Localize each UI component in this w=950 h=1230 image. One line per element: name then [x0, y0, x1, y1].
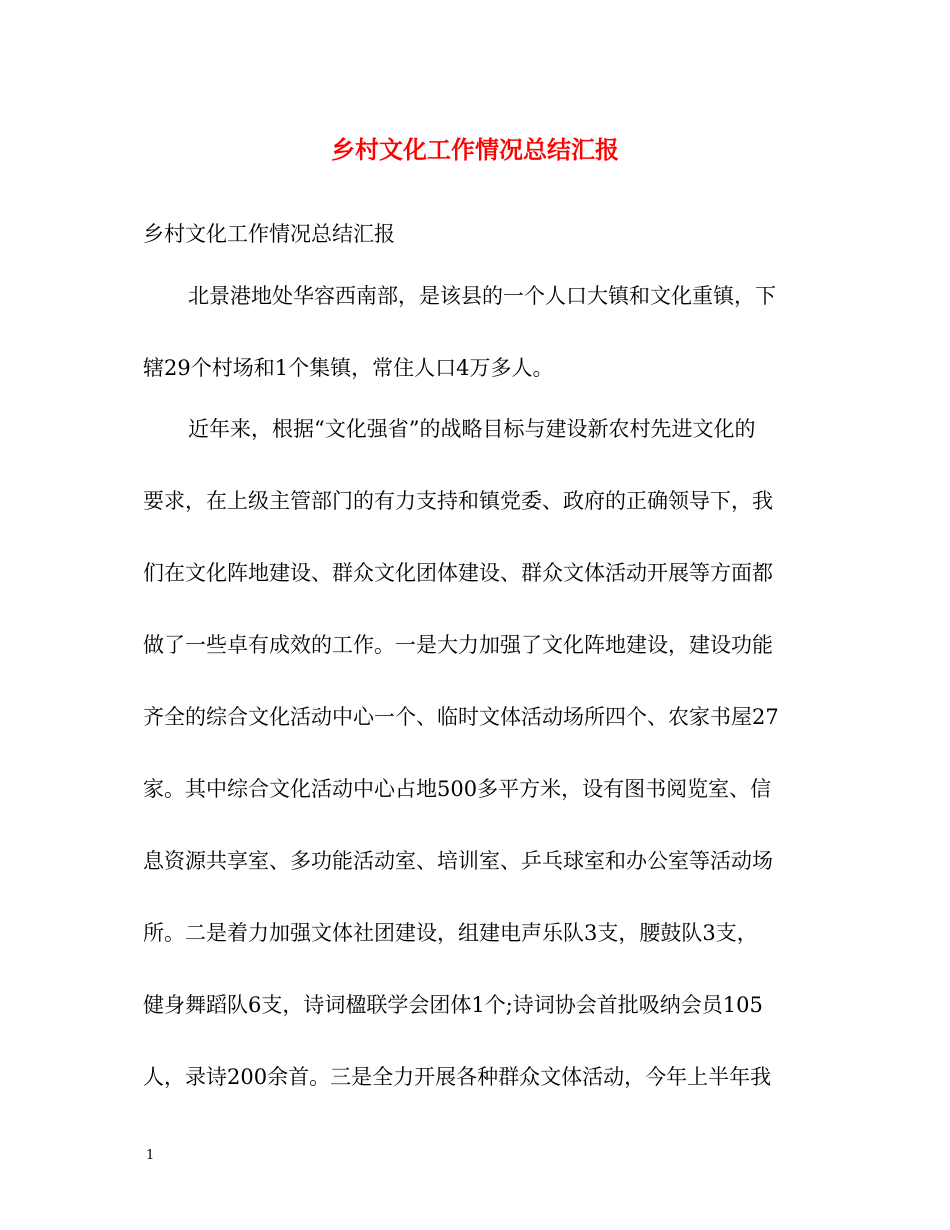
paragraph-line: 所。二是着力加强文体社团建设，组建电声乐队3支，腰鼓队3支， [143, 921, 758, 945]
paragraph-line: 家。其中综合文化活动中心占地500多平方米，设有图书阅览室、信 [143, 777, 772, 801]
document-subtitle: 乡村文化工作情况总结汇报 [143, 222, 395, 246]
paragraph-line: 辖29个村场和1个集镇，常住人口4万多人。 [143, 356, 554, 380]
paragraph-line: 们在文化阵地建设、群众文化团体建设、群众文体活动开展等方面都 [143, 561, 773, 585]
paragraph-line: 健身舞蹈队6支，诗词楹联学会团体1个;诗词协会首批吸纳会员105 [143, 993, 763, 1017]
page-number: 1 [146, 1148, 155, 1163]
paragraph-line: 做了一些卓有成效的工作。一是大力加强了文化阵地建设，建设功能 [143, 633, 773, 657]
paragraph-line: 齐全的综合文化活动中心一个、临时文体活动场所四个、农家书屋27 [143, 705, 779, 729]
document-title: 乡村文化工作情况总结汇报 [331, 135, 619, 164]
paragraph-line: 息资源共享室、多功能活动室、培训室、乒乓球室和办公室等活动场 [143, 849, 773, 873]
paragraph-line: 要求，在上级主管部门的有力支持和镇党委、政府的正确领导下，我 [143, 489, 773, 513]
paragraph-line: 近年来，根据“文化强省”的战略目标与建设新农村先进文化的 [188, 417, 756, 441]
paragraph-line: 北景港地处华容西南部，是该县的一个人口大镇和文化重镇，下 [188, 284, 776, 308]
paragraph-line: 人，录诗200余首。三是全力开展各种群众文体活动，今年上半年我 [143, 1065, 772, 1089]
